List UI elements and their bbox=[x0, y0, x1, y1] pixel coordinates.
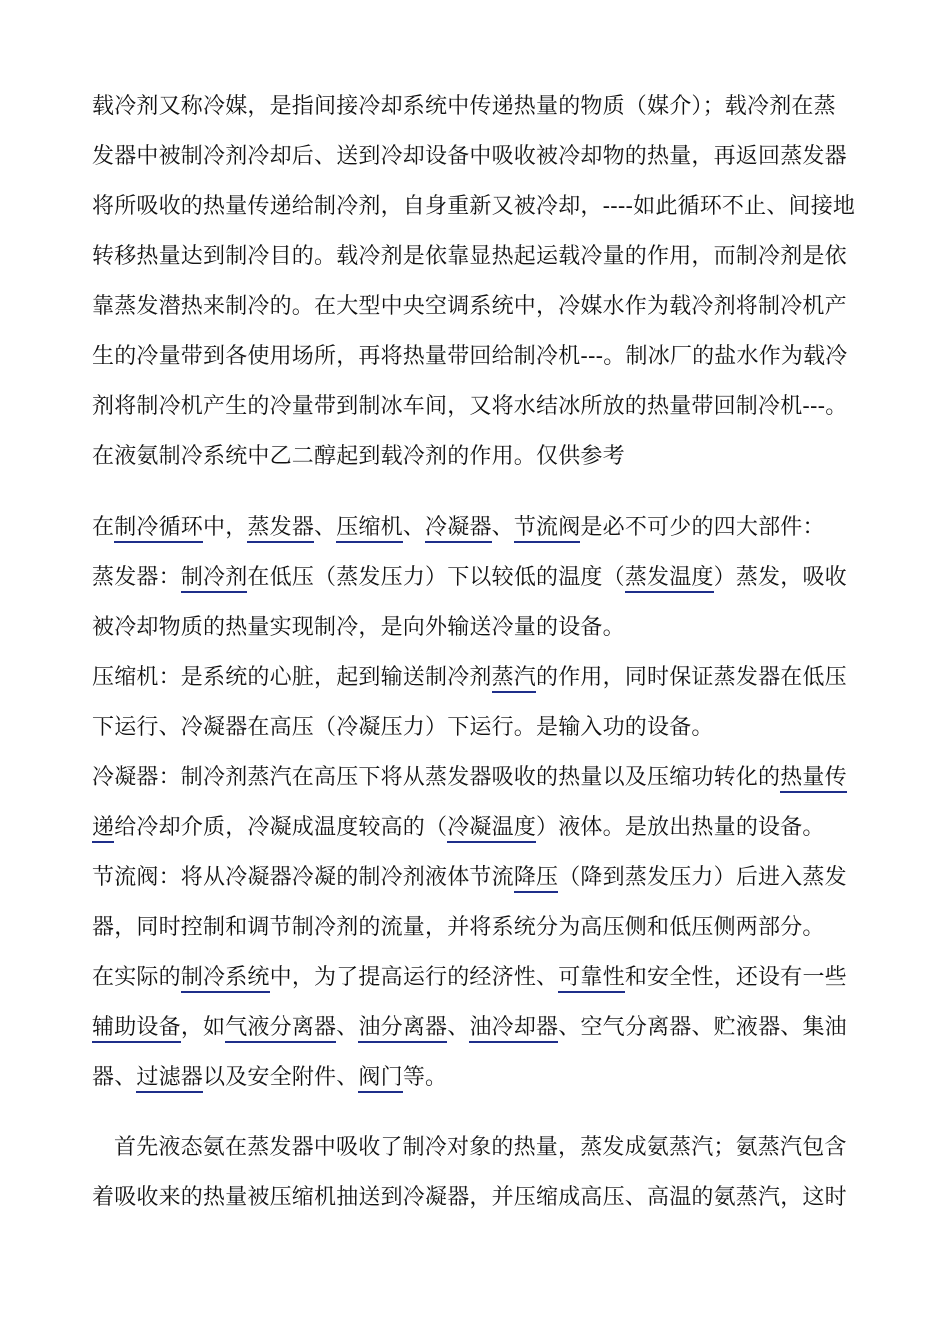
link-compressor[interactable]: 压缩机 bbox=[336, 515, 403, 543]
link-reliability[interactable]: 可靠性 bbox=[558, 965, 625, 993]
paragraph-2-line-9 bbox=[92, 913, 862, 943]
paragraph-1-line-8: 在液氨制冷系统中乙二醇起到载冷剂的作用。仅供参考 bbox=[92, 444, 625, 469]
link-valve[interactable]: 阀门 bbox=[358, 1065, 402, 1093]
text: 等。 bbox=[402, 1065, 448, 1090]
paragraph-2-line-7 bbox=[92, 813, 862, 843]
text: 在低压（蒸发压力）下以较低的温度（ bbox=[247, 565, 625, 590]
paragraph-1-line-5: 靠蒸发潜热来制冷的。在大型中央空调系统中，冷媒水作为载冷剂将制冷机产 bbox=[92, 294, 847, 319]
link-evaporator[interactable]: 蒸发器 bbox=[247, 515, 314, 543]
link-vapor[interactable]: 蒸汽 bbox=[492, 665, 536, 693]
text: 、 bbox=[336, 1015, 359, 1040]
text: 下运行、冷凝器在高压（冷凝压力）下运行。是输入功的设备。 bbox=[92, 715, 714, 740]
text: 被冷却物质的热量实现制冷，是向外输送冷量的设备。 bbox=[92, 615, 625, 640]
link-heat-transfer-part-1[interactable]: 热量传 bbox=[780, 765, 847, 793]
paragraph-1-line-2: 发器中被制冷剂冷却后、送到冷却设备中吸收被冷却物的热量，再返回蒸发器 bbox=[92, 144, 847, 169]
link-refrigeration-cycle[interactable]: 制冷循环 bbox=[114, 515, 203, 543]
link-auxiliary-equipment[interactable]: 辅助设备 bbox=[92, 1015, 181, 1043]
paragraph-3-line-1: 首先液态氨在蒸发器中吸收了制冷对象的热量，蒸发成氨蒸汽；氨蒸汽包含 bbox=[114, 1135, 847, 1160]
paragraph-2-line-1 bbox=[92, 513, 862, 543]
text: 器，同时控制和调节制冷剂的流量，并将系统分为高压侧和低压侧两部分。 bbox=[92, 915, 825, 940]
text: 压缩机：是系统的心脏，起到输送制冷剂 bbox=[92, 665, 492, 690]
paragraph-2-line-10 bbox=[92, 963, 862, 993]
paragraph-2-line-6 bbox=[92, 763, 862, 793]
link-filter[interactable]: 过滤器 bbox=[136, 1065, 203, 1093]
paragraph-2-line-3 bbox=[92, 613, 862, 643]
paragraph-1-line-4: 转移热量达到制冷目的。载冷剂是依靠显热起运载冷量的作用，而制冷剂是依 bbox=[92, 244, 847, 269]
text: 冷凝器：制冷剂蒸汽在高压下将从蒸发器吸收的热量以及压缩功转化的 bbox=[92, 765, 781, 790]
paragraph-1-line-3: 将所吸收的热量传递给制冷剂，自身重新又被冷却，----如此循环不止、间接地 bbox=[92, 194, 856, 219]
text: ，如 bbox=[180, 1015, 226, 1040]
paragraph-2-line-5 bbox=[92, 713, 862, 743]
link-condensing-temperature[interactable]: 冷凝温度 bbox=[447, 815, 536, 843]
link-throttle-valve[interactable]: 节流阀 bbox=[514, 515, 581, 543]
text: 、 bbox=[447, 1015, 470, 1040]
paragraph-2-line-2 bbox=[92, 563, 862, 593]
link-heat-transfer-part-2[interactable]: 递 bbox=[92, 815, 114, 843]
link-refrigerant[interactable]: 制冷剂 bbox=[181, 565, 248, 593]
text: 以及安全附件、 bbox=[203, 1065, 359, 1090]
paragraph-1-line-6: 生的冷量带到各使用场所，再将热量带回给制冷机---。制冰厂的盐水作为载冷 bbox=[92, 344, 848, 369]
text: 中，为了提高运行的经济性、 bbox=[269, 965, 559, 990]
text: 的作用，同时保证蒸发器在低压 bbox=[536, 665, 847, 690]
paragraph-2-line-11 bbox=[92, 1013, 862, 1043]
link-oil-cooler[interactable]: 油冷却器 bbox=[469, 1015, 558, 1043]
text: 、 bbox=[491, 515, 514, 540]
text: 、 bbox=[402, 515, 426, 540]
paragraph-1-line-7: 剂将制冷机产生的冷量带到制冰车间，又将水结冰所放的热量带回制冷机---。 bbox=[92, 394, 848, 419]
text: 是必不可少的四大部件： bbox=[580, 515, 825, 540]
text: 节流阀：将从冷凝器冷凝的制冷剂液体节流 bbox=[92, 865, 514, 890]
link-pressure-reduction[interactable]: 降压 bbox=[514, 865, 558, 893]
paragraph-1-line-1: 载冷剂又称冷媒，是指间接冷却系统中传递热量的物质（媒介）；载冷剂在蒸 bbox=[92, 94, 836, 119]
text: ）液体。是放出热量的设备。 bbox=[536, 815, 825, 840]
text: 在 bbox=[92, 515, 115, 540]
text: 中， bbox=[203, 515, 248, 540]
link-evaporation-temperature[interactable]: 蒸发温度 bbox=[625, 565, 714, 593]
link-condenser[interactable]: 冷凝器 bbox=[425, 515, 492, 543]
text: 、 bbox=[314, 515, 337, 540]
text: （降到蒸发压力）后进入蒸发 bbox=[558, 865, 847, 890]
paragraph-2-line-4 bbox=[92, 663, 862, 693]
link-refrigeration-system[interactable]: 制冷系统 bbox=[181, 965, 270, 993]
text: 、空气分离器、贮液器、集油 bbox=[558, 1015, 847, 1040]
link-oil-separator[interactable]: 油分离器 bbox=[358, 1015, 447, 1043]
text: 在实际的 bbox=[92, 965, 181, 990]
paragraph-2-line-8 bbox=[92, 863, 862, 893]
paragraph-2-line-12 bbox=[92, 1063, 862, 1093]
text: 给冷却介质，冷凝成温度较高的（ bbox=[114, 815, 448, 840]
text: 蒸发器： bbox=[92, 565, 181, 590]
text: 和安全性，还设有一些 bbox=[624, 965, 847, 990]
paragraph-3-line-2: 着吸收来的热量被压缩机抽送到冷凝器，并压缩成高压、高温的氨蒸汽，这时 bbox=[92, 1185, 847, 1210]
text: ）蒸发，吸收 bbox=[713, 565, 847, 590]
text: 器、 bbox=[92, 1065, 137, 1090]
link-gas-liquid-separator[interactable]: 气液分离器 bbox=[225, 1015, 336, 1043]
